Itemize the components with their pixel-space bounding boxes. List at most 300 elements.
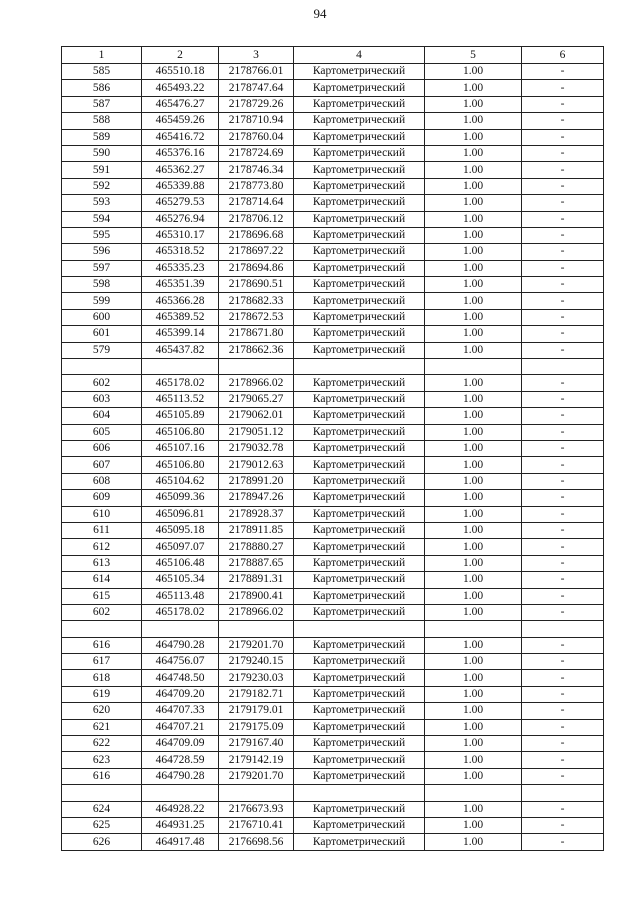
x-coordinate-cell: 465510.18	[142, 64, 219, 80]
point-number-cell: 602	[62, 604, 142, 620]
y-coordinate-cell: 2179142.19	[219, 752, 294, 768]
column-header-4: 4	[294, 47, 425, 64]
table-row	[62, 621, 604, 637]
point-number-cell: 620	[62, 703, 142, 719]
note-cell: -	[522, 654, 604, 670]
y-coordinate-cell: 2178729.26	[219, 96, 294, 112]
x-coordinate-cell: 465105.34	[142, 572, 219, 588]
method-cell: Картометрический	[294, 817, 425, 833]
table-row	[62, 113, 604, 129]
y-coordinate-cell: 2179201.70	[219, 637, 294, 653]
point-number-cell: 626	[62, 834, 142, 850]
accuracy-cell: 1.00	[425, 260, 522, 276]
x-coordinate-cell: 465104.62	[142, 473, 219, 489]
x-coordinate-cell: 465107.16	[142, 440, 219, 456]
table-row	[62, 293, 604, 309]
accuracy-cell: 1.00	[425, 752, 522, 768]
table-row	[62, 588, 604, 604]
point-number-cell: 600	[62, 309, 142, 325]
y-coordinate-cell: 2178746.34	[219, 162, 294, 178]
y-coordinate-cell: 2179051.12	[219, 424, 294, 440]
y-coordinate-cell: 2178880.27	[219, 539, 294, 555]
x-coordinate-cell: 464709.20	[142, 686, 219, 702]
y-coordinate-cell: 2178747.64	[219, 80, 294, 96]
accuracy-cell: 1.00	[425, 817, 522, 833]
point-number-cell: 601	[62, 326, 142, 342]
note-cell: -	[522, 670, 604, 686]
method-cell	[294, 359, 425, 375]
x-coordinate-cell: 465113.52	[142, 391, 219, 407]
accuracy-cell: 1.00	[425, 162, 522, 178]
accuracy-cell: 1.00	[425, 654, 522, 670]
point-number-cell: 616	[62, 637, 142, 653]
point-number-cell: 619	[62, 686, 142, 702]
method-cell: Картометрический	[294, 227, 425, 243]
point-number-cell: 599	[62, 293, 142, 309]
point-number-cell: 593	[62, 195, 142, 211]
note-cell: -	[522, 391, 604, 407]
point-number-cell: 608	[62, 473, 142, 489]
y-coordinate-cell: 2179201.70	[219, 768, 294, 784]
x-coordinate-cell: 465178.02	[142, 604, 219, 620]
x-coordinate-cell: 465279.53	[142, 195, 219, 211]
method-cell: Картометрический	[294, 391, 425, 407]
table-row	[62, 391, 604, 407]
method-cell: Картометрический	[294, 145, 425, 161]
column-header-2: 2	[142, 47, 219, 64]
note-cell: -	[522, 96, 604, 112]
method-cell: Картометрический	[294, 752, 425, 768]
table-row	[62, 752, 604, 768]
method-cell: Картометрический	[294, 457, 425, 473]
x-coordinate-cell: 465339.88	[142, 178, 219, 194]
column-header-3: 3	[219, 47, 294, 64]
accuracy-cell: 1.00	[425, 555, 522, 571]
method-cell: Картометрический	[294, 703, 425, 719]
y-coordinate-cell: 2178672.53	[219, 309, 294, 325]
accuracy-cell: 1.00	[425, 522, 522, 538]
table-row	[62, 555, 604, 571]
point-number-cell: 613	[62, 555, 142, 571]
x-coordinate-cell: 464728.59	[142, 752, 219, 768]
note-cell: -	[522, 162, 604, 178]
y-coordinate-cell: 2178724.69	[219, 145, 294, 161]
method-cell	[294, 785, 425, 801]
method-cell: Картометрический	[294, 96, 425, 112]
table-row	[62, 457, 604, 473]
method-cell: Картометрический	[294, 326, 425, 342]
accuracy-cell: 1.00	[425, 227, 522, 243]
x-coordinate-cell	[142, 621, 219, 637]
y-coordinate-cell: 2178773.80	[219, 178, 294, 194]
x-coordinate-cell: 465362.27	[142, 162, 219, 178]
accuracy-cell: 1.00	[425, 277, 522, 293]
method-cell: Картометрический	[294, 375, 425, 391]
accuracy-cell: 1.00	[425, 408, 522, 424]
note-cell: -	[522, 342, 604, 358]
table-row	[62, 277, 604, 293]
y-coordinate-cell: 2178947.26	[219, 490, 294, 506]
method-cell: Картометрический	[294, 719, 425, 735]
accuracy-cell	[425, 359, 522, 375]
table-row	[62, 408, 604, 424]
x-coordinate-cell: 465099.36	[142, 490, 219, 506]
table-row	[62, 375, 604, 391]
x-coordinate-cell: 465178.02	[142, 375, 219, 391]
method-cell: Картометрический	[294, 473, 425, 489]
note-cell: -	[522, 195, 604, 211]
note-cell: -	[522, 145, 604, 161]
table-row	[62, 473, 604, 489]
y-coordinate-cell: 2178887.65	[219, 555, 294, 571]
accuracy-cell: 1.00	[425, 309, 522, 325]
x-coordinate-cell: 465095.18	[142, 522, 219, 538]
note-cell: -	[522, 473, 604, 489]
method-cell: Картометрический	[294, 80, 425, 96]
y-coordinate-cell: 2178697.22	[219, 244, 294, 260]
x-coordinate-cell: 465105.89	[142, 408, 219, 424]
y-coordinate-cell: 2178671.80	[219, 326, 294, 342]
table-row	[62, 260, 604, 276]
method-cell: Картометрический	[294, 506, 425, 522]
point-number-cell: 614	[62, 572, 142, 588]
x-coordinate-cell: 464790.28	[142, 637, 219, 653]
method-cell: Картометрический	[294, 195, 425, 211]
note-cell: -	[522, 326, 604, 342]
accuracy-cell: 1.00	[425, 244, 522, 260]
table-row	[62, 145, 604, 161]
table-row	[62, 522, 604, 538]
point-number-cell: 586	[62, 80, 142, 96]
table-row	[62, 686, 604, 702]
table-row	[62, 637, 604, 653]
method-cell: Картометрический	[294, 408, 425, 424]
table-row	[62, 834, 604, 850]
accuracy-cell: 1.00	[425, 293, 522, 309]
method-cell: Картометрический	[294, 64, 425, 80]
note-cell: -	[522, 309, 604, 325]
accuracy-cell: 1.00	[425, 490, 522, 506]
y-coordinate-cell: 2179240.15	[219, 654, 294, 670]
point-number-cell: 598	[62, 277, 142, 293]
note-cell: -	[522, 637, 604, 653]
y-coordinate-cell: 2179167.40	[219, 736, 294, 752]
point-number-cell: 594	[62, 211, 142, 227]
method-cell: Картометрический	[294, 555, 425, 571]
note-cell: -	[522, 64, 604, 80]
y-coordinate-cell: 2178928.37	[219, 506, 294, 522]
y-coordinate-cell: 2178766.01	[219, 64, 294, 80]
y-coordinate-cell: 2176673.93	[219, 801, 294, 817]
note-cell: -	[522, 277, 604, 293]
method-cell: Картометрический	[294, 686, 425, 702]
table-row	[62, 96, 604, 112]
point-number-cell: 607	[62, 457, 142, 473]
table-row	[62, 539, 604, 555]
note-cell: -	[522, 227, 604, 243]
point-number-cell: 602	[62, 375, 142, 391]
table-row	[62, 440, 604, 456]
method-cell: Картометрический	[294, 309, 425, 325]
accuracy-cell: 1.00	[425, 506, 522, 522]
point-number-cell	[62, 785, 142, 801]
table-body	[62, 64, 604, 851]
note-cell: -	[522, 736, 604, 752]
y-coordinate-cell: 2176710.41	[219, 817, 294, 833]
point-number-cell: 623	[62, 752, 142, 768]
note-cell: -	[522, 244, 604, 260]
note-cell: -	[522, 572, 604, 588]
method-cell: Картометрический	[294, 260, 425, 276]
y-coordinate-cell	[219, 785, 294, 801]
method-cell	[294, 621, 425, 637]
y-coordinate-cell: 2179230.03	[219, 670, 294, 686]
y-coordinate-cell: 2178991.20	[219, 473, 294, 489]
accuracy-cell: 1.00	[425, 195, 522, 211]
table-row	[62, 670, 604, 686]
accuracy-cell: 1.00	[425, 801, 522, 817]
table-row	[62, 506, 604, 522]
table-row	[62, 80, 604, 96]
x-coordinate-cell: 464748.50	[142, 670, 219, 686]
note-cell: -	[522, 604, 604, 620]
note-cell	[522, 359, 604, 375]
point-number-cell: 621	[62, 719, 142, 735]
y-coordinate-cell: 2179065.27	[219, 391, 294, 407]
y-coordinate-cell: 2179012.63	[219, 457, 294, 473]
note-cell: -	[522, 752, 604, 768]
accuracy-cell: 1.00	[425, 588, 522, 604]
x-coordinate-cell: 464931.25	[142, 817, 219, 833]
accuracy-cell: 1.00	[425, 719, 522, 735]
table-row	[62, 64, 604, 80]
note-cell: -	[522, 768, 604, 784]
x-coordinate-cell: 465096.81	[142, 506, 219, 522]
accuracy-cell: 1.00	[425, 211, 522, 227]
x-coordinate-cell: 465335.23	[142, 260, 219, 276]
page-number: 94	[313, 6, 327, 21]
note-cell: -	[522, 424, 604, 440]
y-coordinate-cell: 2178690.51	[219, 277, 294, 293]
note-cell: -	[522, 129, 604, 145]
x-coordinate-cell	[142, 785, 219, 801]
x-coordinate-cell: 465106.80	[142, 424, 219, 440]
column-header-6: 6	[522, 47, 604, 64]
accuracy-cell: 1.00	[425, 736, 522, 752]
accuracy-cell: 1.00	[425, 375, 522, 391]
y-coordinate-cell: 2178710.94	[219, 113, 294, 129]
note-cell: -	[522, 588, 604, 604]
note-cell: -	[522, 408, 604, 424]
y-coordinate-cell: 2179179.01	[219, 703, 294, 719]
y-coordinate-cell: 2178706.12	[219, 211, 294, 227]
accuracy-cell: 1.00	[425, 391, 522, 407]
method-cell: Картометрический	[294, 211, 425, 227]
accuracy-cell: 1.00	[425, 64, 522, 80]
table-row	[62, 785, 604, 801]
point-number-cell: 618	[62, 670, 142, 686]
accuracy-cell: 1.00	[425, 178, 522, 194]
accuracy-cell: 1.00	[425, 342, 522, 358]
table-row	[62, 424, 604, 440]
x-coordinate-cell: 464917.48	[142, 834, 219, 850]
table-row	[62, 572, 604, 588]
note-cell: -	[522, 522, 604, 538]
method-cell: Картометрический	[294, 522, 425, 538]
accuracy-cell: 1.00	[425, 424, 522, 440]
note-cell: -	[522, 703, 604, 719]
x-coordinate-cell: 465399.14	[142, 326, 219, 342]
table-row	[62, 129, 604, 145]
y-coordinate-cell	[219, 621, 294, 637]
note-cell: -	[522, 801, 604, 817]
table-row	[62, 309, 604, 325]
point-number-cell: 603	[62, 391, 142, 407]
note-cell: -	[522, 293, 604, 309]
y-coordinate-cell: 2178696.68	[219, 227, 294, 243]
point-number-cell: 591	[62, 162, 142, 178]
x-coordinate-cell: 465318.52	[142, 244, 219, 260]
x-coordinate-cell: 465459.26	[142, 113, 219, 129]
point-number-cell: 587	[62, 96, 142, 112]
x-coordinate-cell: 465366.28	[142, 293, 219, 309]
y-coordinate-cell: 2178682.33	[219, 293, 294, 309]
y-coordinate-cell: 2178966.02	[219, 375, 294, 391]
note-cell: -	[522, 211, 604, 227]
note-cell: -	[522, 375, 604, 391]
x-coordinate-cell: 464756.07	[142, 654, 219, 670]
method-cell: Картометрический	[294, 162, 425, 178]
column-header-1: 1	[62, 47, 142, 64]
accuracy-cell: 1.00	[425, 637, 522, 653]
table-row	[62, 359, 604, 375]
table-row	[62, 817, 604, 833]
method-cell: Картометрический	[294, 637, 425, 653]
y-coordinate-cell: 2178760.04	[219, 129, 294, 145]
x-coordinate-cell: 464928.22	[142, 801, 219, 817]
y-coordinate-cell: 2179182.71	[219, 686, 294, 702]
point-number-cell: 611	[62, 522, 142, 538]
note-cell: -	[522, 457, 604, 473]
x-coordinate-cell: 464790.28	[142, 768, 219, 784]
point-number-cell: 605	[62, 424, 142, 440]
point-number-cell: 595	[62, 227, 142, 243]
accuracy-cell: 1.00	[425, 440, 522, 456]
accuracy-cell: 1.00	[425, 768, 522, 784]
y-coordinate-cell: 2179032.78	[219, 440, 294, 456]
x-coordinate-cell: 465276.94	[142, 211, 219, 227]
note-cell: -	[522, 440, 604, 456]
point-number-cell: 610	[62, 506, 142, 522]
table-row	[62, 719, 604, 735]
x-coordinate-cell: 465351.39	[142, 277, 219, 293]
note-cell: -	[522, 260, 604, 276]
method-cell: Картометрический	[294, 604, 425, 620]
method-cell: Картометрический	[294, 834, 425, 850]
table-row	[62, 195, 604, 211]
accuracy-cell: 1.00	[425, 686, 522, 702]
x-coordinate-cell: 465097.07	[142, 539, 219, 555]
point-number-cell: 592	[62, 178, 142, 194]
y-coordinate-cell: 2178714.64	[219, 195, 294, 211]
note-cell: -	[522, 539, 604, 555]
note-cell: -	[522, 719, 604, 735]
point-number-cell: 612	[62, 539, 142, 555]
method-cell: Картометрический	[294, 490, 425, 506]
y-coordinate-cell: 2179062.01	[219, 408, 294, 424]
note-cell: -	[522, 555, 604, 571]
accuracy-cell	[425, 621, 522, 637]
note-cell: -	[522, 490, 604, 506]
point-number-cell: 585	[62, 64, 142, 80]
accuracy-cell: 1.00	[425, 473, 522, 489]
table-row	[62, 490, 604, 506]
note-cell	[522, 621, 604, 637]
x-coordinate-cell	[142, 359, 219, 375]
accuracy-cell	[425, 785, 522, 801]
accuracy-cell: 1.00	[425, 670, 522, 686]
accuracy-cell: 1.00	[425, 80, 522, 96]
table-row	[62, 244, 604, 260]
coordinates-table	[61, 46, 604, 851]
point-number-cell: 604	[62, 408, 142, 424]
accuracy-cell: 1.00	[425, 326, 522, 342]
x-coordinate-cell: 465389.52	[142, 309, 219, 325]
note-cell: -	[522, 686, 604, 702]
point-number-cell: 624	[62, 801, 142, 817]
point-number-cell: 625	[62, 817, 142, 833]
table-header	[62, 47, 604, 64]
method-cell: Картометрический	[294, 654, 425, 670]
point-number-cell: 609	[62, 490, 142, 506]
table-row	[62, 342, 604, 358]
note-cell: -	[522, 506, 604, 522]
accuracy-cell: 1.00	[425, 604, 522, 620]
point-number-cell: 589	[62, 129, 142, 145]
accuracy-cell: 1.00	[425, 96, 522, 112]
method-cell: Картометрический	[294, 670, 425, 686]
method-cell: Картометрический	[294, 244, 425, 260]
column-header-5: 5	[425, 47, 522, 64]
table-row	[62, 654, 604, 670]
method-cell: Картометрический	[294, 113, 425, 129]
point-number-cell: 590	[62, 145, 142, 161]
x-coordinate-cell: 465376.16	[142, 145, 219, 161]
y-coordinate-cell: 2178911.85	[219, 522, 294, 538]
y-coordinate-cell: 2178694.86	[219, 260, 294, 276]
y-coordinate-cell: 2178891.31	[219, 572, 294, 588]
accuracy-cell: 1.00	[425, 703, 522, 719]
accuracy-cell: 1.00	[425, 113, 522, 129]
method-cell: Картометрический	[294, 129, 425, 145]
point-number-cell: 588	[62, 113, 142, 129]
point-number-cell: 596	[62, 244, 142, 260]
accuracy-cell: 1.00	[425, 457, 522, 473]
note-cell: -	[522, 834, 604, 850]
x-coordinate-cell: 465113.48	[142, 588, 219, 604]
table-row	[62, 736, 604, 752]
table-row	[62, 162, 604, 178]
table-row	[62, 604, 604, 620]
note-cell: -	[522, 80, 604, 96]
point-number-cell	[62, 621, 142, 637]
method-cell: Картометрический	[294, 440, 425, 456]
method-cell: Картометрический	[294, 178, 425, 194]
table-row	[62, 211, 604, 227]
point-number-cell: 615	[62, 588, 142, 604]
method-cell: Картометрический	[294, 539, 425, 555]
x-coordinate-cell: 465106.80	[142, 457, 219, 473]
